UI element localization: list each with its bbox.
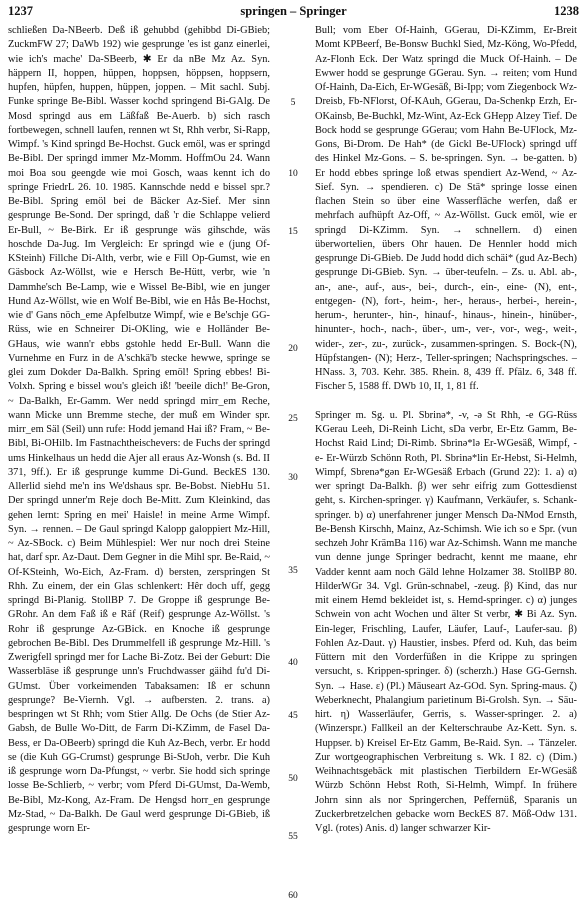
left-column-text: schließen Da-NBeerb. Deß iß gehubbd (gehibbd Di-GBieb; ZuckmFW 27; DaWb 192) wie gesprunge 'es ist ganz einerlei, wie ich's mache' Da-SBeerb, ✱ Er da nBe Mz Az. Syn. häppern II, hoppen, hüppen, hoppsen, höppsen, hoppsern, hupfen, hüpfen, huppen, hüppen, joppen. – Mit sachl. Subj. Funke springe Be-Bibl. Wasser kochd springend Bi-GAlg. De Mosd springd aus em Läßfaß Be-Auerb. b) sich rasch fortbewegen, schnell laufen, rennen wt St, Rhh verbr, Si-Rapp, Wimpf. 's Kind springd Be-Hochst. Guck emöl, was er springd Be-Bibl. Der springd immer Mz-Momm. HoffmOu 24. Wann moi Boa sou geengde wie moi Gosch, waas kennt ich do springe FriedrL 26. 10. 1985. Kannschde nedd e bissel spr.? Be-Bibl. Spring emöl bei de Bäcker Az-Sief. Mer sinn gesprunge Be-Sond. Der springd, daß 'r die Schlappe velierd Er-Bull, ~ Be-Birk. Er iß gesprunge wäs gihschde, wäs hoschde Da-Jug. Im Vergleich: Er springd wie e (jung Of-KSteinh) Fillche Di-Alth, verbr, wie e Fill Op-Gumst, wie en Gäsbock Az-Wöllst, wie e Hersch Be-Hütt, verbr, wie 'n Dammhe'sch Be-Lamp, wie e Wissel Be-Bibl, wie en junger Hund Az-Wöllst, wie en Wolf Be-Bibl, wie en Hås Be-Hochst, wie d' Gans nöch_eme Apfelbutze Wimpf, wie e Be'schje GG-Rüss, wie en Schneirer Di-OKling, wie e Holländer Be-GHaus, wie wann'r ebbs gstohle hedd Er-Bull. Wann die Vurnehme en Furz in de A'schkä'b stecke hewwe, springe se glei zum Dokder Da-Balkh. Spring emöl! Spring ebbes! Bi-Volxh. Spring e bissel wou's gleich iß! 'beeile dich!' Be-Gron, ~ Da-Balkh, Er-Gamm. Wer nedd springd mirr_em Reche, wann Micke unn Bremme steche, der muß em Winder spr. mirr_em Säl (Seil) unn rufe: Hodd jemand Hai iß? Fram, ~ Be-Bibl, Bi-OHilb. Im Fastnachtheischevers: de Fuchs der springd ums Hinkelhaus un hedd die Ajer all eraus Az-Wonsh (s. Bd. II 371, 9ff.). Er iß gesprunge kumme Di-Gund. BeckES 130. Allerlid siehd me'n ins We'dshaus spr. Be-Bobst. NiebHu 51. Der springd unner'm Reje doch Be-Mitt. Zum Kleinkind, das gehen lernt: Spring en mei' Haisle! in meine Arme Wimpf. Syn. → rennen. – De Gaul springd Kalopp galoppiert Mz-Hill, ~ Az-SBock. c) Beim Mühlespiel: Wer nur noch drei Steine hat, darf spr. Az-Daut. Dem Gegner in die Mihl spr. Be-Raid, ~ Of-KSteinh, Wo-Eich, Az-Fram. d) bersten, zerspringen St Rhh. Zu einem, der ein Glas schlenkert: Hêr doch uff, gegg springd Bi-Planig. StollBP 7. De Groppe iß gesprunge Be-GRohr. An dem Faß iß e Räf (Reif) gesprunge Az-Wöllst. 's Rohr iß gesprunge Az-GBick. en Knoche iß gesprunge gebrochen Be-Bibl. Des Drummelfell iß gesprunge Mz-Hill. 's Zwerigfell springd mer for Lache Bi-Zotz. Bei der Geburt: Die Wasserbläse iß gesprunge unn's Fruchdwasser gäihd fu'd Di-GUmst. Über vorkeimenden Tabaksamen: Iß er schunn gesprunge? Be-Viernh. Vgl. → aufbersten. 2. trans. a) bespringen wt St Rhh; vom Stier Allg. De Ochs (de Stier Az-Gabsh, de Bulle Wo-Ditt, de Farrn Di-KZimm, de Fasel Da-Bess, er Da-OBeerb) springd die Kuh Az-Bech, verbr. Er hodd se (die Kuh GG-Crumst) gesprunge Bi-StJoh, verbr. Die Kuh iß gesprunge worn Da-Pfungst, ~ verbr. Sie hodd sich springe losse Be-Schlierb, ~ verbr; vom Pferd Di-GUmst, Da-Wemb, Be-Bibl, Mz-Kong, Az-Fram. De Hengsd horr_en gesprunge Mz-Stad, ~ Da-Balkh. De Gaul werd gesprunge Di-GBieb, iß gesprunge worn Er- bbox=[8, 25, 270, 834]
line-number: 60 bbox=[288, 891, 298, 901]
line-number: 10 bbox=[288, 169, 298, 179]
line-number: 5 bbox=[290, 98, 296, 108]
line-number: 55 bbox=[288, 832, 298, 842]
line-number: 40 bbox=[288, 658, 298, 668]
line-number: 25 bbox=[288, 414, 298, 424]
running-head: springen – Springer bbox=[240, 4, 347, 18]
right-column bbox=[315, 24, 577, 850]
line-number: 20 bbox=[288, 344, 298, 354]
line-number: 50 bbox=[288, 774, 298, 784]
line-number: 30 bbox=[288, 473, 298, 483]
page-number-left: 1237 bbox=[8, 4, 33, 18]
line-number: 45 bbox=[288, 711, 298, 721]
page-number-right: 1238 bbox=[554, 4, 579, 18]
line-number: 35 bbox=[288, 566, 298, 576]
page-header bbox=[8, 4, 579, 22]
line-number: 15 bbox=[288, 227, 298, 237]
left-column bbox=[8, 24, 270, 850]
right-column-text: Bull; vom Eber Of-Hainh, GGerau, Di-KZimm, Er-Breit Momt KPBeerf, Be-Bonsw Buchkl Sied, Mz-Köng, Wo-Pfedd, Az-Flonh Eck. Der Watz springd die Muck Of-Hainh. – De Ewwer hodd se gesprunge GGerau. Syn. → reiten; vom Hund Of-Hainh, Da-Eich, Er-WGesäß, Bi-Ipp; vom Ziegenbock Wz-Dreisb, Fb-NFlorst, Of-KAuh, GGerau, Da-Schenkp Erzh, Er-OKainsb, Be-Buchkl, Mz-Wint, Az-Eck GHepp Alzey Tief. De Bock hodd se gesprunge GGerau; vom Hahn Be-UFlock, Mz-Gons, Bi-Drom. De Hah* (de Gickl Be-UFlock) springd uff des Hinkel Mz-Gons. – S. be-springen. Syn. → be-gatten. b) Er hodd ebbes springe loß etwas spendiert Az-Wend, ~ Az-Sief. Syn. → spendieren. c) De Stä* springe losse einen flachen Stein so über eine Wasserfläche werfen, daß er mehrfach aufhüpft Az-Off, ~ Az-Wöllst. Guck emöl, wie er springd Di-KZimm. Syn. → schnellern. d) einen überwortelien, übers Ohr hauen. De Hennler hodd mich gesprunge Di-GBieb. De Judd hodd dich schäi* (gud Az-Bech) gesprunge Di-GBieb. Syn. → über-teufeln. – Zs. u. Abl. ab-, an-, ane-, auf-, aus-, bei-, durch-, ein-, eine- (N), ent-, entgegen- (N), fort-, heim-, her-, heraus-, herbei-, herein-, herum-, herunter-, hin-, hinauf-, hinaus-, hinein-, hinüber-, hinunter-, hoch-, nach-, über-, um-, ver-, vor-, weg-, weit-, wider-, zer-, zu-, zurück-, zusammen-springen. S. Bock-(N), Hüpfstangen- (N); Herz-, Teller-springen; Nachspringsches. – HNass. 3, 703. Kehr. 385. Rhein. 8, 439 ff. Pfälz. 6, 348 ff. Fischer 5, 1588 ff. DWb 10, II, 1, 81 ff. Springer m. Sg. u. Pl. Sbrinə*, -v, -ə St Rhh, -e GG-Rüss KGerau Leeh, Di-Reinh Licht, sDa verbr, Er-Etz Gamm, Be-Hochst Raid Lind; Di-Rimb. Sbrinə*lə Er-WGesäß, Wimpf, -e- Er-Würzb Schönn Roth, Pl. Sbrinə*lin Er-Hebst, Si-Helmh, Wimpf, Sbrenə*gən Er-WGesäß Erbach (Grund 22): 1. a) α) wer springt Da-Balkh. β) wer sehr eifrig zum Gottesdienst geht, s. Kirchen-springer. γ) Kaufmann, Verkäufer, s. Schank-springer. b) α) unerfahrener junger Mensch Da-NMod Ernsth, Be-Bensh Kirschh, Mainz, Az-Schimsh. Wie ich so e Spr. (vun sechzeh Johr KrämBa 116) war Az-Schimsh. Wann me manche vun denne junge Springer bedracht, kennt me maane, ehr Vadder kennt aam noch Gäld lehne Holzamer 38. StollBP 80. HilderWGr 34. Vgl. Grün-schnabel, -zeug. β) Kind, das nur mit einem Hemd bekleidet ist, s. Hemd-springer. c) α) junges Schwein von acht Wochen und älter St verbr, ✱ Bi Az. Syn. Ein-leger, Frischling, Laufer, Läufer, Lauf-, Laufer-sau. β) Fohlen Az-Daut. γ) Haustier, insbes. Pferd od. Kuh, das beim Füttern mit den Vorderfüßen in die Krippe zu springen versucht, s. Krippen-springer. δ) (scherzh.) Hase GG-Gernsh. Syn. → Hase. ε) (Pl.) Mäuseart Az-GOd. Syn. Spring-maus. ζ) Weberknecht, Phalangium parietinum Bi-Grolsh. Syn. → Säu-hirt. η) Wasserläufer, Gerris, s. Wasser-springer. 2. a) (Winzerspr.) Fallkeil an der Kelterschraube Az-Kett. Syn. s. Huppser. b) Kreisel Er-Etz Gamm, Be-Raid. Syn. → Tänzeler. Zur wortgeographischen Verbreitung s. Wk. I 82. c) (Dim.) Weihnachtsgebäck mit plastischen Tierbildern Er-WGesäß Würzb Schönn Hebst Roth, Si-Helmh, Wimpf. In frühere Johrn sinn als nor Springerchen, Peffernüß, Sparanis un Zuckerbretzelchen gebacke worn BeckES 87. Möß-Odw 131. Vgl. (rotes) Anis. d) langer schwarzer Kir- bbox=[315, 25, 577, 834]
